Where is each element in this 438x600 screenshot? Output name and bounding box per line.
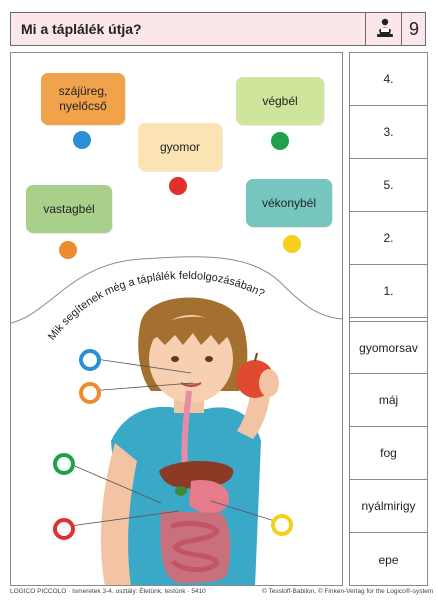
- answer-column: [349, 52, 428, 586]
- answer-word-cell[interactable]: fog: [350, 427, 427, 480]
- label-small-intestine[interactable]: vékonybél: [246, 179, 332, 227]
- person-reading-icon: [373, 17, 397, 41]
- label-large-intestine[interactable]: vastagbél: [26, 185, 112, 233]
- ring-marker-yellow[interactable]: [271, 514, 293, 536]
- question-text: Mik segítenek még a táplálék feldolgozásában?: [45, 269, 267, 343]
- label-rectum[interactable]: végbél: [236, 77, 324, 125]
- footer-series-info: LOGICO PICCOLO · Ismeretek 3-4. osztály: Életünk, testünk · 5410: [10, 588, 206, 595]
- answer-word-cell[interactable]: epe: [378, 552, 399, 567]
- answer-word-cell[interactable]: máj: [350, 374, 427, 427]
- answer-word-cell[interactable]: nyálmirigy: [350, 480, 427, 533]
- answer-number-cell[interactable]: 5.: [350, 159, 427, 212]
- illustration-panel: [10, 52, 343, 586]
- answer-number-cell[interactable]: 3.: [350, 106, 427, 159]
- ring-marker-green[interactable]: [53, 453, 75, 475]
- label-mouth-esophagus[interactable]: szájüreg, nyelőcső: [41, 73, 125, 125]
- ring-marker-red[interactable]: [53, 518, 75, 540]
- answer-number-cell[interactable]: 2.: [350, 212, 427, 265]
- ring-marker-orange[interactable]: [79, 382, 101, 404]
- page-number: 9: [408, 19, 419, 39]
- header-divider: [401, 13, 402, 45]
- header-divider: [365, 13, 366, 45]
- connector-lines: [11, 53, 343, 586]
- page-title: Mi a táplálék útja?: [21, 21, 142, 37]
- page-header: [10, 12, 426, 46]
- label-stomach[interactable]: gyomor: [138, 123, 222, 171]
- answer-number-cell[interactable]: 4.: [350, 53, 427, 106]
- ring-marker-blue[interactable]: [79, 349, 101, 371]
- answer-word-cell[interactable]: gyomorsav: [350, 321, 427, 374]
- footer-copyright: © Tessloff-Babilon, © Finken-Verlag for the Logico®-system: [262, 588, 434, 595]
- answer-number-cell[interactable]: 1.: [350, 265, 427, 318]
